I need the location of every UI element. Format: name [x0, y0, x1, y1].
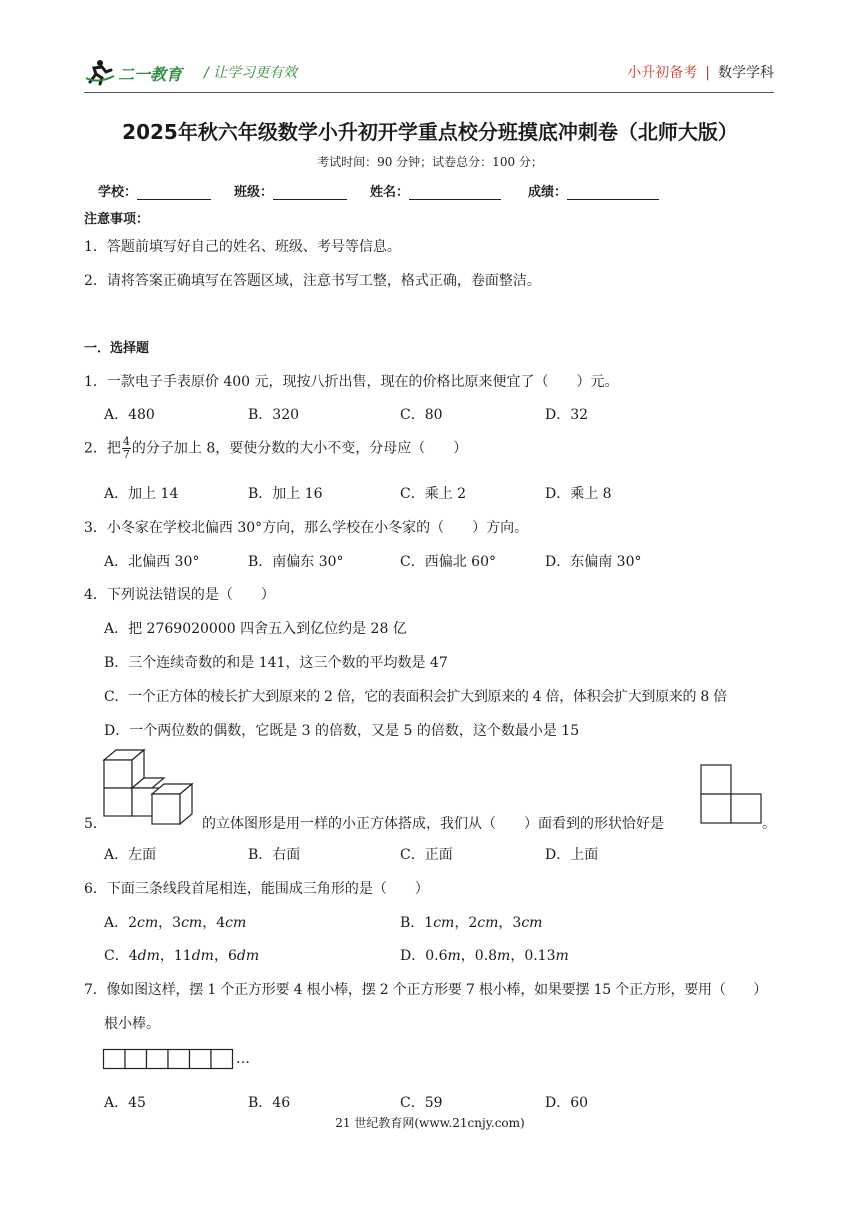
unit: dm [137, 948, 160, 964]
num: ，6 [213, 948, 237, 964]
q3-option-c[interactable]: C．西偏北 60° [400, 554, 496, 570]
q3-option-d[interactable]: D．东偏南 30° [545, 554, 642, 570]
matchstick-squares-figure [103, 1049, 235, 1069]
fraction-numerator: 4 [122, 435, 130, 448]
q5-option-b[interactable]: B．右面 [248, 847, 301, 863]
header-right [627, 62, 774, 82]
unit: dm [191, 948, 214, 964]
school-field [98, 181, 211, 200]
slogan: / 让学习更有效 [204, 65, 298, 81]
q5-number: 5． [84, 816, 107, 832]
exam-subtitle: 考试时间：90 分钟；试卷总分：100 分； [317, 155, 543, 169]
class-blank[interactable] [273, 185, 347, 200]
exam-category: 小升初备考 [627, 65, 698, 81]
view-shape-figure [700, 764, 762, 824]
question-2-stem [84, 436, 467, 461]
q2-option-d[interactable]: D．乘上 8 [545, 486, 612, 502]
fraction [122, 436, 131, 461]
option-label: B． [400, 915, 425, 931]
num: ，0.13 [510, 948, 556, 964]
unit: cm [181, 915, 203, 931]
subject-label: 数学学科 [718, 65, 774, 81]
unit: cm [433, 915, 455, 931]
class-field [234, 181, 347, 200]
num: 1 [424, 915, 434, 931]
q1-option-d[interactable]: D．32 [545, 407, 589, 423]
unit: m [447, 948, 461, 964]
q7-option-d[interactable]: D．60 [545, 1095, 589, 1111]
school-blank[interactable] [137, 185, 211, 200]
score-field [528, 181, 659, 200]
q5-stem-end: 。 [762, 816, 776, 832]
cube-stack-figure [104, 748, 200, 826]
header-separator: | [705, 65, 710, 81]
num: 0.6 [425, 948, 448, 964]
q2-stem-post: 的分子加上 8，要使分数的大小不变，分母应（ ） [131, 440, 468, 457]
q4-option-d[interactable]: D．一个两位数的偶数，它既是 3 的倍数，又是 5 的倍数，这个数最小是 15 [104, 723, 580, 739]
q4-option-a[interactable]: A．把 2769020000 四舍五入到亿位约是 28 亿 [104, 621, 407, 637]
q5-option-c[interactable]: C．正面 [400, 847, 453, 863]
q7-option-a[interactable]: A．45 [104, 1095, 146, 1111]
num: ，11 [159, 948, 192, 964]
q3-option-a[interactable]: A．北偏西 30° [104, 554, 200, 570]
q2-option-c[interactable]: C．乘上 2 [400, 486, 467, 502]
q3-option-b[interactable]: B．南偏东 30° [248, 554, 344, 570]
q4-option-b[interactable]: B．三个连续奇数的和是 141，这三个数的平均数是 47 [104, 655, 448, 671]
option-label: D． [400, 948, 426, 964]
note-item: 1．答题前填写好自己的姓名、班级、考号等信息。 [84, 239, 401, 255]
num: ，3 [158, 915, 182, 931]
name-field [370, 181, 501, 200]
unit: cm [521, 915, 543, 931]
q6-option-b[interactable] [400, 912, 542, 932]
logo-text: 二一教育 [118, 65, 183, 84]
section-title: 一．选择题 [84, 341, 150, 356]
question-4-stem: 4．下列说法错误的是（ ） [84, 587, 275, 603]
option-label: A． [104, 915, 129, 931]
unit: cm [137, 915, 159, 931]
num: ，2 [454, 915, 478, 931]
q5-stem-mid: 的立体图形是用一样的小正方体搭成，我们从（ ）面看到的形状恰好是 [202, 816, 664, 832]
q2-option-a[interactable]: A．加上 14 [104, 486, 179, 502]
q7-option-b[interactable]: B．46 [248, 1095, 291, 1111]
page-footer: 21 世纪教育网(www.21cnjy.com) [335, 1116, 525, 1130]
num: 2 [128, 915, 138, 931]
question-7-stem-line1: 7．像如图这样，摆 1 个正方形要 4 根小棒，摆 2 个正方形要 7 根小棒，如果要摆 15 个正方形，要用（ ） [84, 982, 768, 998]
name-label: 姓名： [370, 185, 410, 200]
q2-stem-pre: 2．把 [84, 440, 121, 457]
num: ，4 [202, 915, 226, 931]
q7-option-c[interactable]: C．59 [400, 1095, 443, 1111]
num: ，3 [498, 915, 522, 931]
unit: cm [477, 915, 499, 931]
logo [84, 58, 190, 86]
q4-option-c[interactable]: C．一个正方体的棱长扩大到原来的 2 倍，它的表面积会扩大到原来的 4 倍，体积会扩大到原来的 8 倍 [104, 689, 727, 705]
name-blank[interactable] [409, 185, 501, 200]
question-6-stem: 6．下面三条线段首尾相连，能围成三角形的是（ ） [84, 881, 429, 897]
question-7-stem-line2: 根小棒。 [104, 1016, 160, 1032]
score-blank[interactable] [567, 185, 659, 200]
num: 4 [128, 948, 138, 964]
option-label: C． [104, 948, 129, 964]
q6-option-d[interactable] [400, 945, 569, 965]
exam-title: 2025年秋六年级数学小升初开学重点校分班摸底冲刺卷（北师大版） [122, 120, 738, 144]
unit: m [555, 948, 569, 964]
notes-heading: 注意事项： [84, 212, 150, 227]
q2-option-b[interactable]: B．加上 16 [248, 486, 323, 502]
unit: m [497, 948, 511, 964]
q6-option-a[interactable] [104, 912, 246, 932]
note-item: 2．请将答案正确填写在答题区域，注意书写工整，格式正确，卷面整洁。 [84, 273, 541, 289]
score-label: 成绩： [528, 185, 568, 200]
school-label: 学校： [98, 185, 138, 200]
fraction-denominator: 7 [122, 448, 130, 461]
question-1-stem: 1．一款电子手表原价 400 元，现按八折出售，现在的价格比原来便宜了（ ）元。 [84, 374, 619, 390]
q5-option-d[interactable]: D．上面 [545, 847, 599, 863]
unit: cm [225, 915, 247, 931]
unit: dm [236, 948, 260, 964]
q5-option-a[interactable]: A．左面 [104, 847, 157, 863]
q1-option-c[interactable]: C．80 [400, 407, 443, 423]
question-3-stem: 3．小冬家在学校北偏西 30°方向，那么学校在小冬家的（ ）方向。 [84, 520, 529, 536]
figure-ellipsis: … [236, 1051, 250, 1067]
q1-option-a[interactable]: A．480 [104, 407, 155, 423]
header-divider [84, 92, 774, 93]
num: ，0.8 [460, 948, 498, 964]
q6-option-c[interactable] [104, 945, 259, 965]
q1-option-b[interactable]: B．320 [248, 407, 300, 423]
class-label: 班级： [234, 185, 274, 200]
